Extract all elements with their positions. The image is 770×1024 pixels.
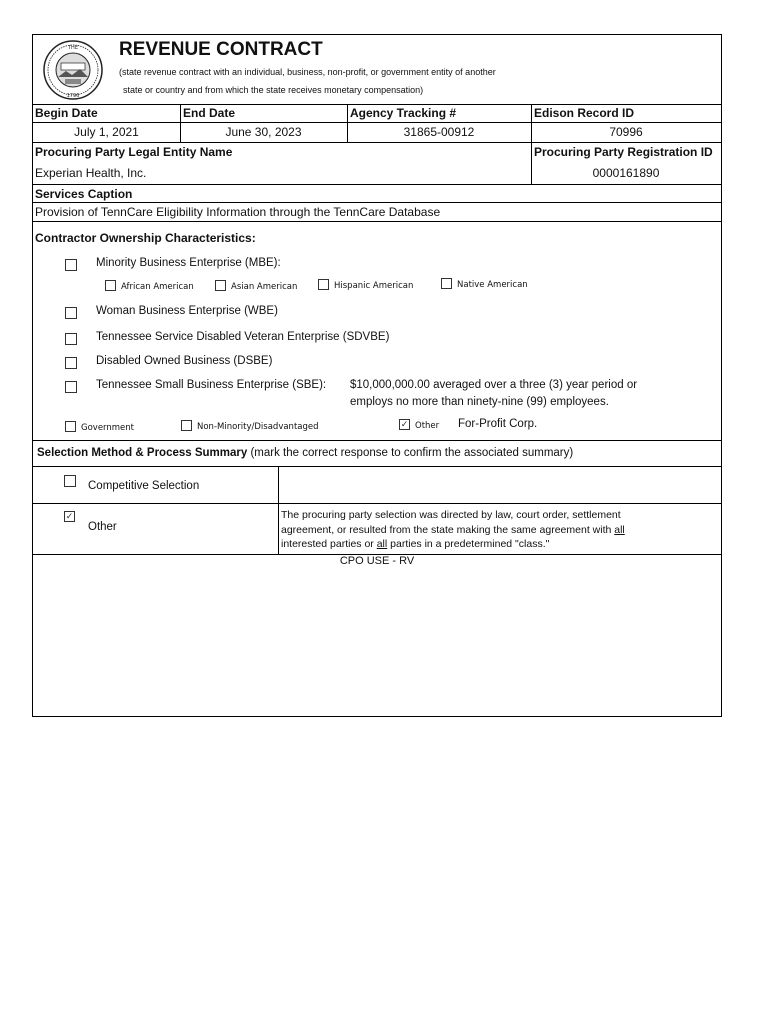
sbe-desc-line-1: $10,000,000.00 averaged over a three (3) year period or — [350, 379, 638, 391]
hispanic-american-checkbox[interactable] — [318, 279, 329, 290]
begin-date-label: Begin Date — [35, 106, 98, 120]
hispanic-american-label: Hispanic American — [334, 281, 414, 291]
other-desc-line-2: agreement, or resulted from the state making the same agreement with all — [281, 523, 625, 536]
other-desc-line-1: The procuring party selection was directed by law, court order, settlement — [281, 509, 621, 521]
end-date-value: June 30, 2023 — [225, 125, 302, 139]
dsbe-checkbox[interactable] — [65, 357, 77, 369]
other-ownership-value: For-Profit Corp. — [458, 418, 538, 430]
dsbe-label: Disabled Owned Business (DSBE) — [96, 355, 273, 367]
sbe-label: Tennessee Small Business Enterprise (SBE): — [96, 379, 327, 391]
svg-text:THE: THE — [68, 45, 78, 51]
edison-record-value: 70996 — [609, 125, 643, 139]
wbe-label: Woman Business Enterprise (WBE) — [96, 305, 278, 317]
asian-american-label: Asian American — [231, 282, 298, 292]
other-selection-description — [281, 508, 721, 552]
government-checkbox[interactable] — [65, 421, 76, 432]
sbe-checkbox[interactable] — [65, 381, 77, 393]
end-date-label: End Date — [183, 106, 236, 120]
tennessee-seal-icon — [36, 39, 110, 101]
ownership-heading: Contractor Ownership Characteristics: — [35, 231, 256, 245]
african-american-checkbox[interactable] — [105, 280, 116, 291]
mbe-checkbox[interactable] — [65, 259, 77, 271]
non-minority-label: Non-Minority/Disadvantaged — [197, 422, 319, 432]
page-title: REVENUE CONTRACT — [119, 39, 323, 60]
sdvbe-checkbox[interactable] — [65, 333, 77, 345]
agency-tracking-value: 31865-00912 — [403, 125, 475, 139]
asian-american-checkbox[interactable] — [215, 280, 226, 291]
agency-tracking-label: Agency Tracking # — [350, 106, 457, 120]
contract-form — [32, 34, 722, 717]
begin-date-value: July 1, 2021 — [74, 125, 139, 139]
government-label: Government — [81, 423, 135, 433]
wbe-checkbox[interactable] — [65, 307, 77, 319]
party-name-label: Procuring Party Legal Entity Name — [35, 145, 233, 159]
african-american-label: African American — [121, 282, 194, 292]
native-american-label: Native American — [457, 280, 528, 290]
sbe-desc-line-2: employs no more than ninety-nine (99) employees. — [350, 396, 609, 408]
svg-text:1796: 1796 — [66, 93, 80, 99]
party-name-value: Experian Health, Inc. — [35, 166, 147, 180]
selection-heading-rest: (mark the correct response to confirm the associated summary) — [250, 447, 574, 459]
competitive-selection-label: Competitive Selection — [88, 480, 200, 492]
services-caption-label: Services Caption — [35, 187, 133, 201]
native-american-checkbox[interactable] — [441, 278, 452, 289]
other-selection-checkbox[interactable]: ✓ — [65, 511, 74, 521]
selection-heading — [37, 447, 573, 459]
other-selection-label: Other — [88, 521, 117, 533]
registration-label: Procuring Party Registration ID — [534, 145, 713, 159]
other-ownership-label: Other — [415, 421, 440, 431]
sdvbe-label: Tennessee Service Disabled Veteran Enterprise (SDVBE) — [96, 331, 390, 343]
subtitle-line-2: state or country and from which the state receives monetary compensation) — [123, 85, 424, 95]
edison-record-label: Edison Record ID — [534, 106, 635, 120]
non-minority-checkbox[interactable] — [181, 420, 192, 431]
cpo-use-label: CPO USE - RV — [339, 555, 415, 567]
mbe-label: Minority Business Enterprise (MBE): — [96, 257, 281, 269]
services-caption-value: Provision of TennCare Eligibility Information through the TennCare Database — [35, 205, 441, 219]
other-ownership-checkbox[interactable]: ✓ — [400, 419, 409, 429]
other-desc-line-3: interested parties or all parties in a predetermined "class." — [281, 538, 550, 550]
selection-heading-bold: Selection Method & Process Summary — [37, 447, 248, 459]
subtitle-line-1: (state revenue contract with an individual, business, non-profit, or government entity of another — [119, 67, 496, 77]
registration-value: 0000161890 — [592, 166, 660, 180]
competitive-selection-checkbox[interactable] — [64, 475, 76, 487]
